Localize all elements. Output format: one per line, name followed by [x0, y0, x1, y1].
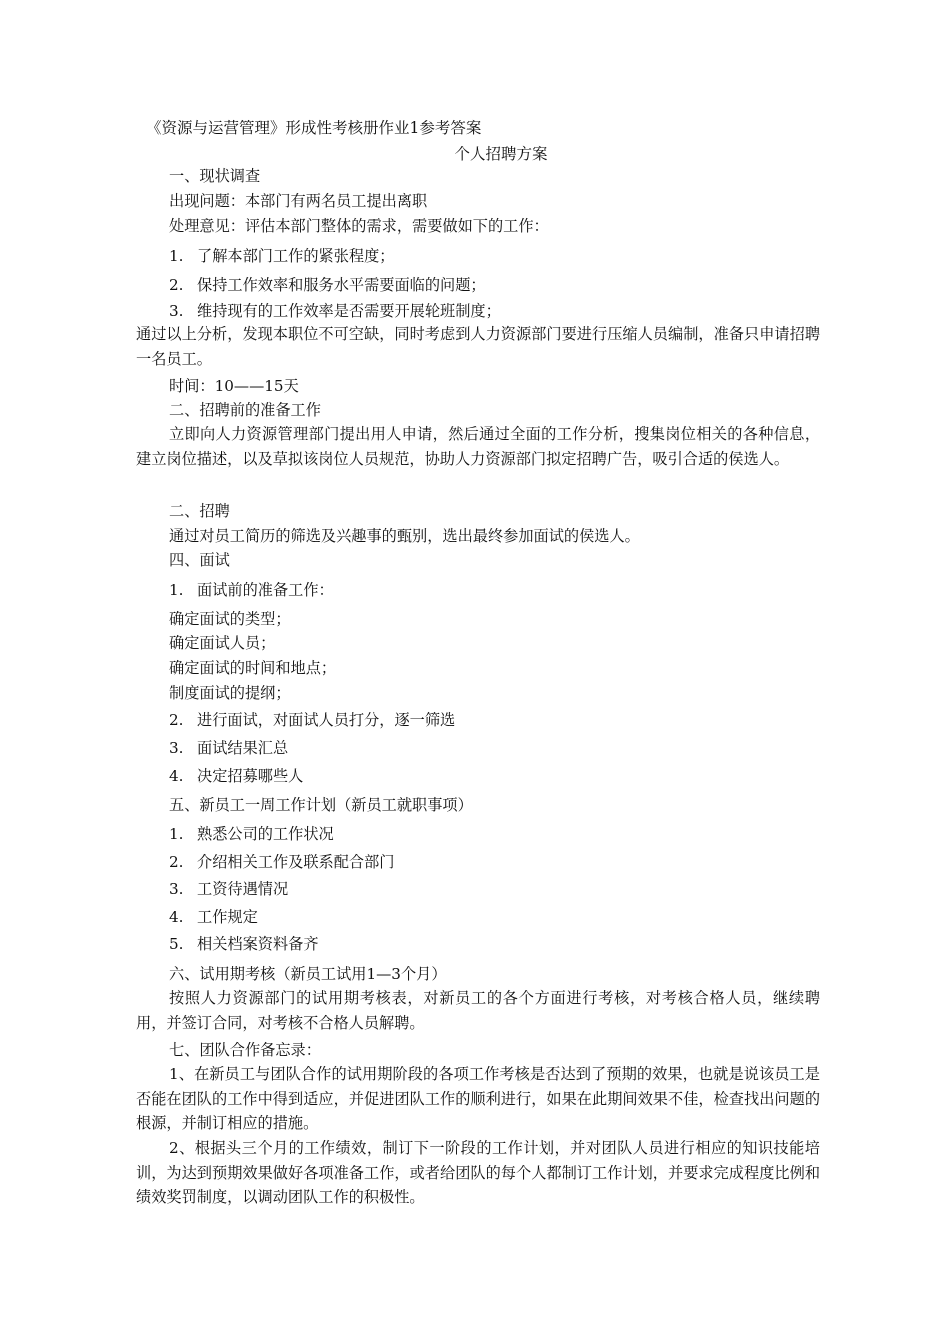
section-2-text: 立即向人力资源管理部门提出用人申请，然后通过全面的工作分析，搜集岗位相关的各种信息，建立岗位描述，以及草拟该岗位人员规范，协助人力资源部门拟定招聘广告，吸引合适的侯选人。: [136, 425, 820, 468]
section-2-heading: 二、招聘前的准备工作: [169, 401, 321, 419]
list-item: 2. 介绍相关工作及联系配合部门: [169, 853, 395, 871]
list-item: 3. 面试结果汇总: [169, 739, 289, 757]
list-item: 1. 了解本部门工作的紧张程度；: [169, 247, 395, 265]
list-item: 1. 熟悉公司的工作状况: [169, 825, 334, 843]
section-1-time: 时间：10——15天: [169, 377, 299, 395]
section-3-heading: 二、招聘: [169, 502, 230, 520]
section-3-text: 通过对员工简历的筛选及兴趣事的甄别，选出最终参加面试的侯选人。: [169, 527, 640, 545]
list-item: 5. 相关档案资料备齐: [169, 935, 319, 953]
section-7-paragraph-1: 1、在新员工与团队合作的试用期阶段的各项工作考核是否达到了预期的效果，也就是说该员工是否能在团队的工作中得到适应，并促进团队工作的顺利进行，如果在此期间效果不佳，检查找出问题的根源，并制订相应的措施。: [136, 1065, 820, 1132]
section-4-heading: 四、面试: [169, 551, 230, 569]
interview-prep-item: 确定面试人员；: [169, 634, 276, 652]
section-5-heading: 五、新员工一周工作计划（新员工就职事项）: [169, 796, 473, 814]
interview-prep-item: 确定面试的类型；: [169, 610, 291, 628]
section-7-heading: 七、团队合作备忘录：: [169, 1041, 321, 1059]
list-item: 3. 维持现有的工作效率是否需要开展轮班制度；: [169, 302, 501, 320]
section-1-analysis: 通过以上分析，发现本职位不可空缺，同时考虑到人力资源部门要进行压缩人员编制，准备只申请招聘一名员工。: [136, 325, 820, 368]
interview-prep-item: 确定面试的时间和地点；: [169, 659, 337, 677]
list-item: 2. 进行面试，对面试人员打分，逐一筛选: [169, 711, 456, 729]
document-subtitle: 个人招聘方案: [454, 145, 548, 163]
title-text: 《资源与运营管理》形成性考核册作业1参考答案: [146, 119, 482, 137]
section-7-paragraph-2: 2、根据头三个月的工作绩效，制订下一阶段的工作计划，并对团队人员进行相应的知识技能培训，为达到预期效果做好各项准备工作，或者给团队的每个人都制订工作计划，并要求完成程度比例和绩效奖罚制度，以调动团队工作的积极性。: [136, 1139, 820, 1206]
section-1-problem: 出现问题：本部门有两名员工提出离职: [169, 192, 428, 210]
section-1-heading: 一、现状调查: [169, 167, 261, 185]
list-item: 2. 保持工作效率和服务水平需要面临的问题；: [169, 276, 486, 294]
list-item: 1. 面试前的准备工作：: [169, 581, 334, 599]
list-item: 3. 工资待遇情况: [169, 880, 289, 898]
list-item: 4. 决定招募哪些人: [169, 767, 304, 785]
interview-prep-item: 制度面试的提纲；: [169, 684, 291, 702]
list-item: 4. 工作规定: [169, 908, 258, 926]
section-6-text: 按照人力资源部门的试用期考核表，对新员工的各个方面进行考核，对考核合格人员，继续聘用，并签订合同，对考核不合格人员解聘。: [136, 989, 820, 1032]
section-1-opinion: 处理意见：评估本部门整体的需求，需要做如下的工作：: [169, 217, 549, 235]
section-6-heading: 六、试用期考核（新员工试用1—3个月）: [169, 965, 447, 983]
